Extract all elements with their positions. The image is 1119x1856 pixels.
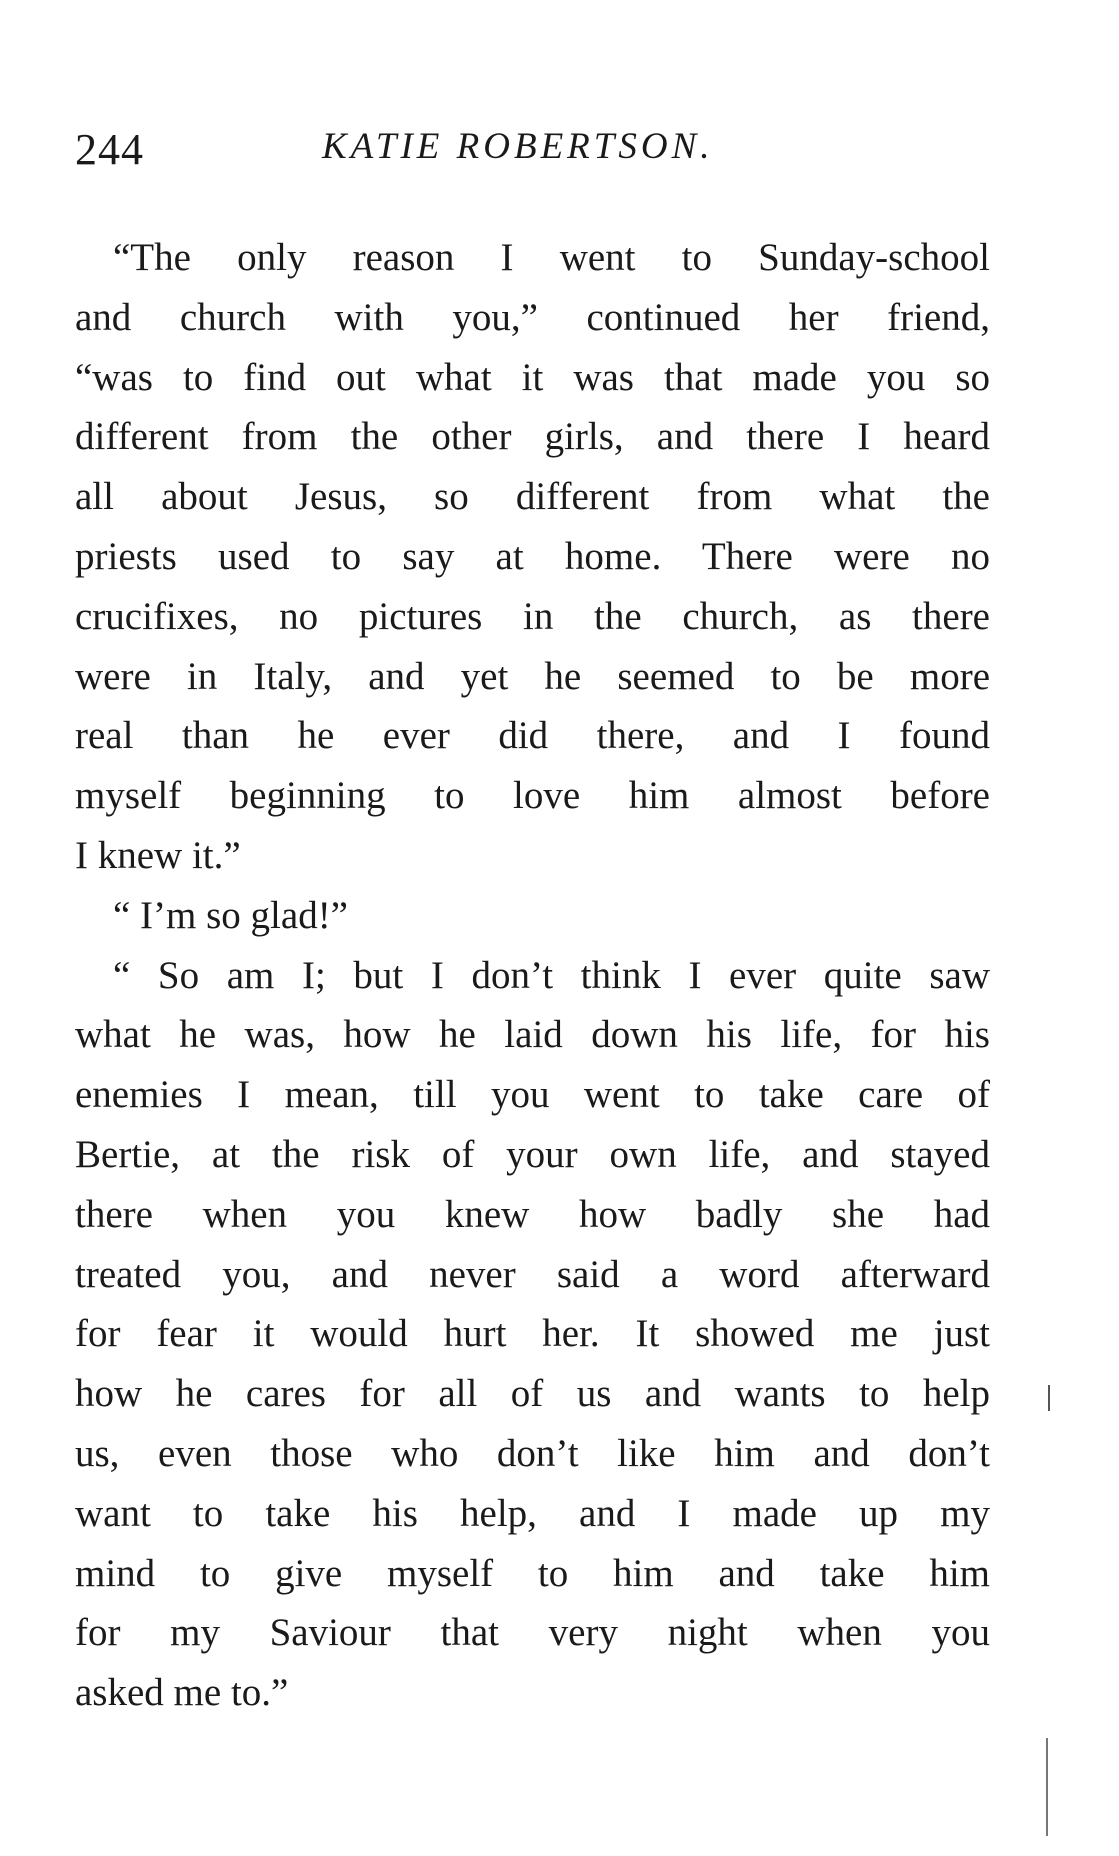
text-line: how he cares for all of us and wants to help <box>75 1372 990 1416</box>
text-line: for fear it would hurt her. It showed me just <box>75 1312 990 1356</box>
text-line: “ So am I; but I don’t think I ever quite saw <box>113 953 990 997</box>
text-line: “ I’m so glad!” <box>113 893 348 937</box>
text-line: different from the other girls, and there I heard <box>75 415 990 459</box>
text-line: and church with you,” continued her friend, <box>75 295 990 339</box>
text-line: what he was, how he laid down his life, for his <box>75 1013 990 1057</box>
text-line: there when you knew how badly she had <box>75 1192 990 1236</box>
scan-mark <box>1046 1738 1048 1836</box>
text-line: “was to find out what it was that made you so <box>75 355 990 399</box>
text-line: myself beginning to love him almost before <box>75 774 990 818</box>
text-line: mind to give myself to him and take him <box>75 1551 990 1595</box>
text-line: Bertie, at the risk of your own life, and stayed <box>75 1132 990 1176</box>
text-line: real than he ever did there, and I found <box>75 714 990 758</box>
text-line: asked me to.” <box>75 1671 289 1715</box>
page-number: 244 <box>75 125 144 174</box>
text-line: crucifixes, no pictures in the church, as there <box>75 594 990 638</box>
text-line: enemies I mean, till you went to take care of <box>75 1073 990 1117</box>
text-line: were in Italy, and yet he seemed to be more <box>75 654 990 698</box>
text-line: want to take his help, and I made up my <box>75 1491 990 1535</box>
text-line: priests used to say at home. There were no <box>75 534 990 578</box>
scan-mark <box>1048 1385 1050 1411</box>
text-line: treated you, and never said a word afterward <box>75 1252 990 1296</box>
text-line: “The only reason I went to Sunday-school <box>113 236 990 279</box>
body-text <box>75 228 990 1723</box>
text-line: us, even those who don’t like him and don’t <box>75 1431 990 1475</box>
text-line: all about Jesus, so different from what the <box>75 475 990 519</box>
running-title: KATIE ROBERTSON. <box>322 126 714 167</box>
text-line: I knew it.” <box>75 833 241 877</box>
text-line: for my Saviour that very night when you <box>75 1611 990 1655</box>
